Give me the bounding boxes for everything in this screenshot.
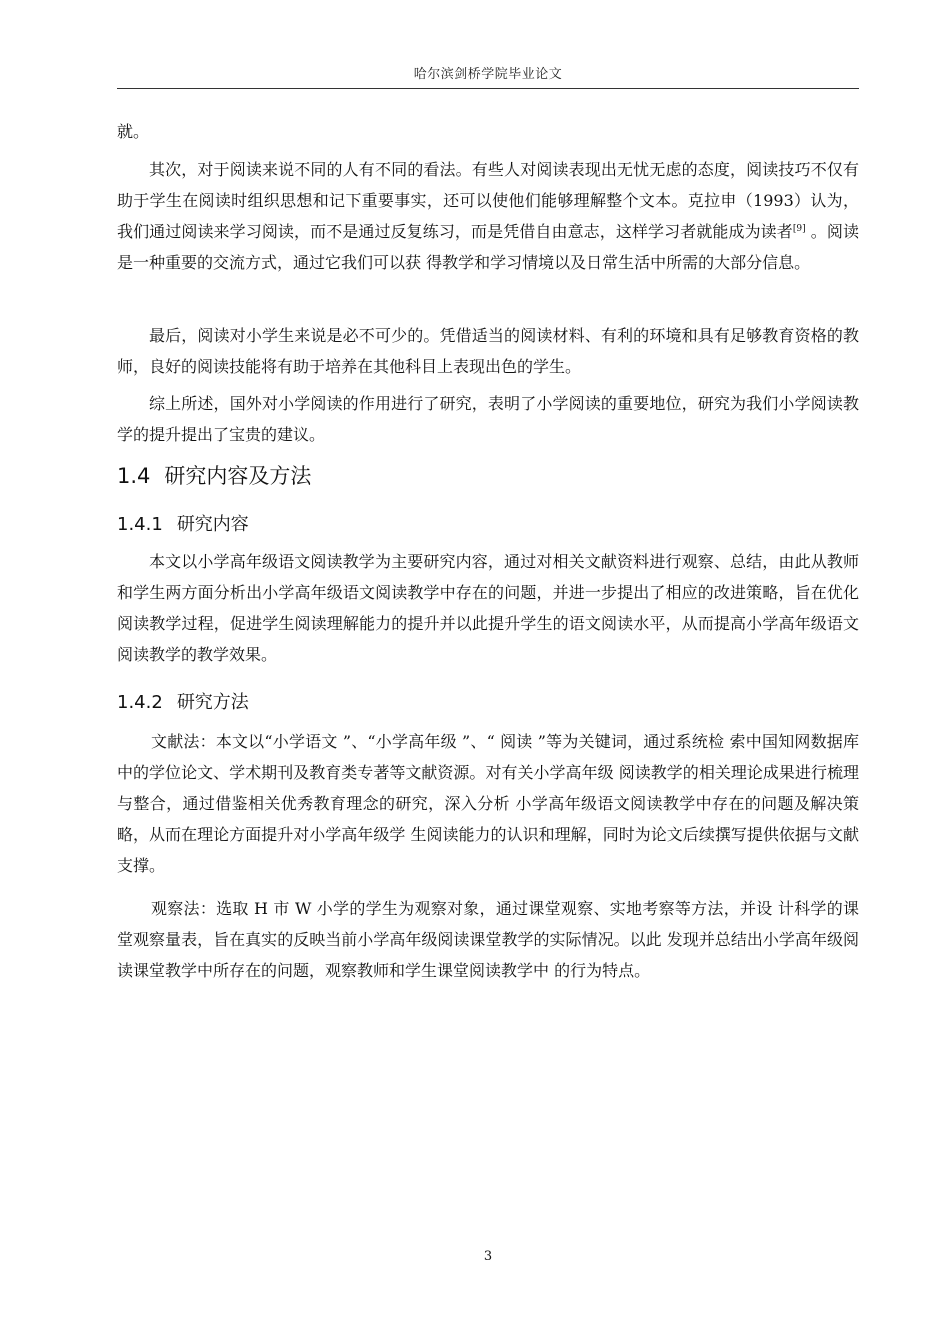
section-number: 1.4.1 — [117, 514, 163, 535]
paragraph-research-content: 本文以小学高年级语文阅读教学为主要研究内容，通过对相关文献资料进行观察、总结，由此从教师和学生两方面分析出小学高年级语文阅读教学中存在的问题，并进一步提出了相应的改进策略，旨在优化阅读教学过程，促进学生阅读理解能力的提升并以此提升学生的语文阅读水平，从而提高小学高年级语文阅读教学的教学效果。 — [117, 552, 859, 664]
paragraph-observation-method: 观察法：选取 H 市 W 小学的学生为观察对象，通过课堂观察、实地考察等方法，并设 计科学的课堂观察量表，旨在真实的反映当前小学高年级阅读课堂教学的实际情况。以此 发现并总结出小学高年级阅读课堂教学中所存在的问题，观察教师和学生课堂阅读教学中 的行为特点。 — [117, 899, 859, 980]
citation-ref: [9] — [792, 224, 806, 234]
paragraph-summary: 综上所述，国外对小学阅读的作用进行了研究，表明了小学阅读的重要地位，研究为我们小学阅读教学的提升提出了宝贵的建议。 — [117, 394, 859, 444]
paragraph-text: 其次，对于阅读来说不同的人有不同的看法。有些人对阅读表现出无忧无虑的态度，阅读技巧不仅有助于学生在阅读时组织思想和记下重要事实，还可以使他们能够理解整个文本。克拉申（1993）认为，我们通过阅读来学习阅读，而不是通过反复练习，而是凭借自由意志，这样学习者就能成为读者 — [117, 160, 859, 241]
paragraph-text: 。阅读是一种重要的交流方式，通过它我们可以获 得教学和学习情境以及日常生活中所需的大部分信息。 — [117, 222, 859, 272]
section-number: 1.4 — [117, 464, 151, 488]
section-heading-1-4 — [117, 460, 311, 490]
section-title: 研究方法 — [176, 692, 249, 713]
paragraph-literature-method: 文献法：本文以“小学语文 ”、“小学高年级 ”、“ 阅读 ”等为关键词，通过系统检 索中国知网数据库中的学位论文、学术期刊及教育类专著等文献资源。对有关小学高年级 阅读教学的相关理论成果进行梳理与整合，通过借鉴相关优秀教育理念的研究，深入分析 小学高年级语文阅读教学中存在的问题及解决策略，从而在理论方面提升对小学高年级学 生阅读能力的认识和理解，同时为论文后续撰写提供依据与文献支撑。 — [117, 732, 859, 875]
section-number: 1.4.2 — [117, 692, 163, 713]
section-title: 研究内容 — [176, 514, 249, 535]
paragraph-finally: 最后，阅读对小学生来说是必不可少的。凭借适当的阅读材料、有利的环境和具有足够教育资格的教师，良好的阅读技能将有助于培养在其他科目上表现出色的学生。 — [117, 326, 859, 376]
paragraph-secondly — [117, 154, 859, 278]
page-number: 3 — [483, 1249, 493, 1264]
paragraph-continuation: 就。 — [117, 122, 150, 141]
section-title: 研究内容及方法 — [164, 464, 312, 488]
running-header: 哈尔滨剑桥学院毕业论文 — [413, 67, 563, 82]
section-heading-1-4-2 — [117, 688, 249, 714]
header-rule — [117, 88, 859, 89]
section-heading-1-4-1 — [117, 510, 249, 536]
